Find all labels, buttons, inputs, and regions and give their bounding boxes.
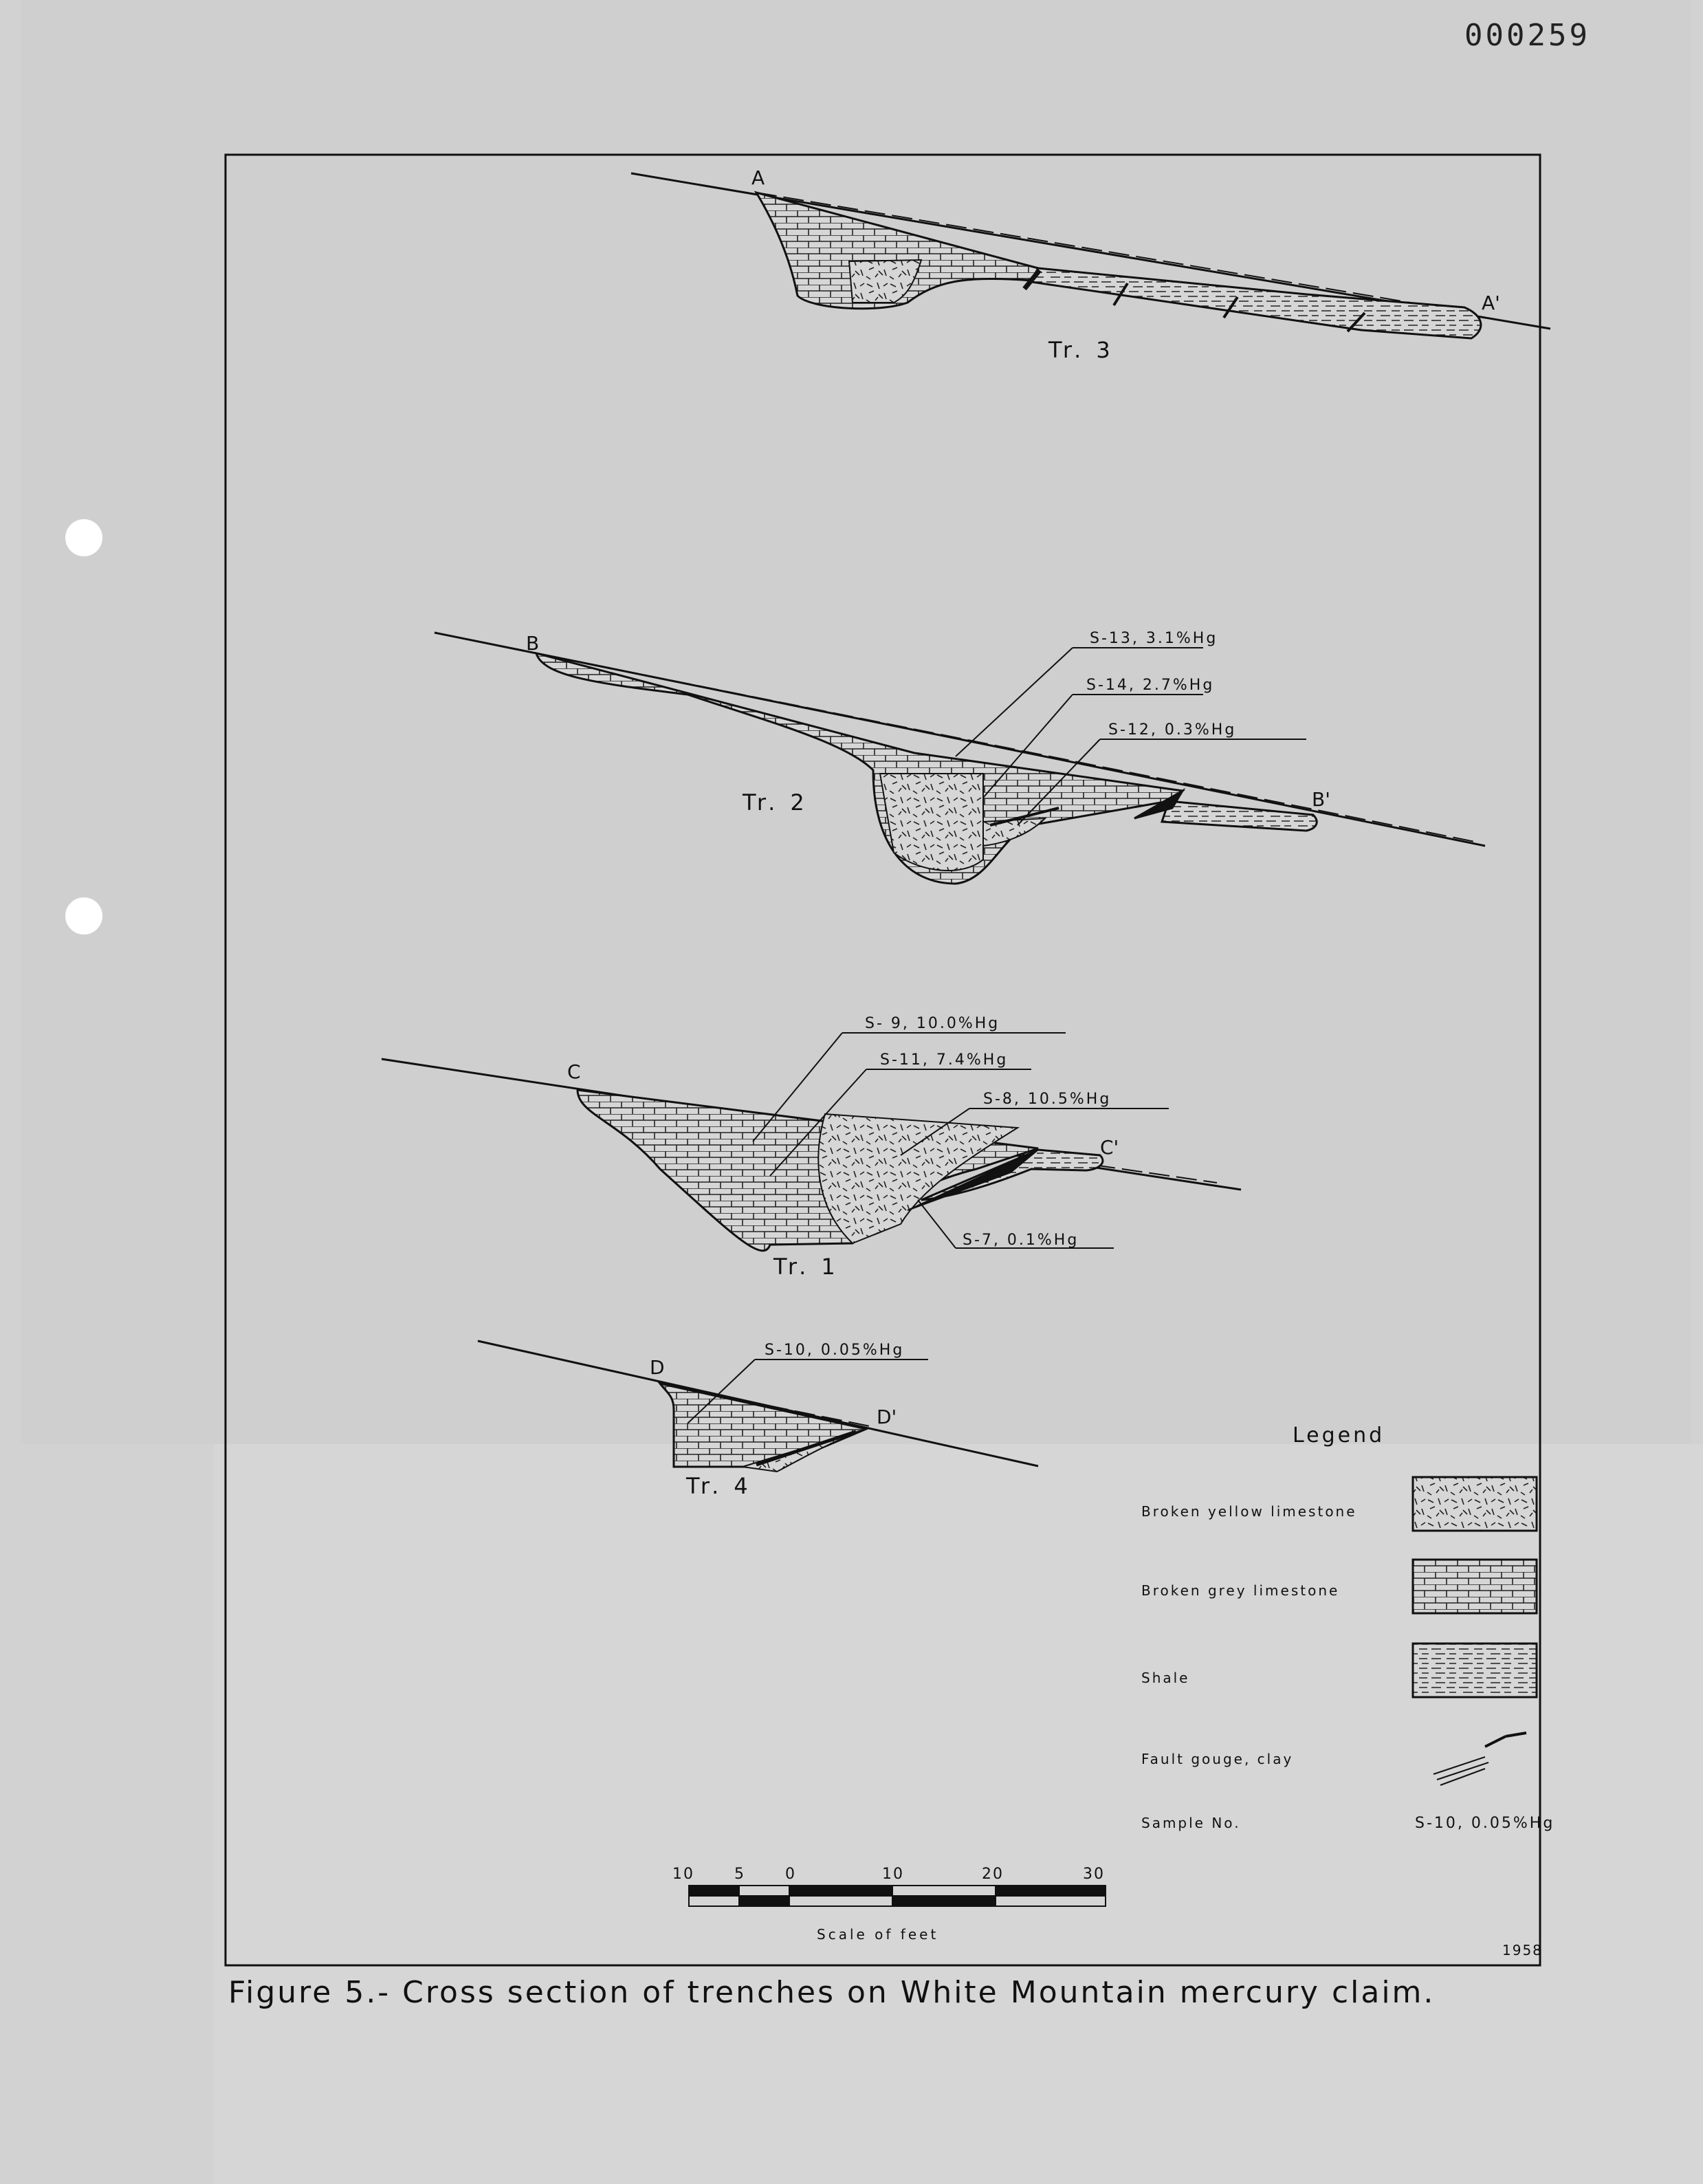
trench-4-section	[478, 1341, 1038, 1499]
yellow-limestone-area	[880, 774, 983, 871]
legend-swatch-yellow-limestone	[1413, 1477, 1537, 1531]
legend-swatch-grey-limestone	[1413, 1560, 1537, 1613]
tr4-name: Tr. 4	[686, 1473, 752, 1499]
sample-label: S- 9, 10.0%Hg	[865, 1015, 1000, 1032]
tr2-end-label: B'	[1312, 788, 1330, 811]
sample-label: S-7, 0.1%Hg	[963, 1232, 1079, 1249]
sample-label: S-14, 2.7%Hg	[1086, 677, 1215, 694]
yellow-limestone-area	[983, 818, 1045, 846]
tr3-end-label: A'	[1482, 292, 1500, 314]
tr4-start-label: D	[650, 1356, 665, 1379]
legend-label: Broken yellow limestone	[1141, 1503, 1357, 1520]
scale-label: Scale of feet	[817, 1926, 939, 1943]
document-number: 000259	[1464, 18, 1590, 53]
drawing-year: 1958	[1502, 1942, 1543, 1958]
tr1-end-label: C'	[1100, 1136, 1119, 1159]
scale-tick-label: 10	[672, 1866, 694, 1883]
sample-label: S-13, 3.1%Hg	[1090, 630, 1218, 647]
legend-label: Shale	[1141, 1670, 1190, 1686]
sample-label: S-10, 0.05%Hg	[765, 1342, 905, 1359]
legend-label: Fault gouge, clay	[1141, 1751, 1294, 1767]
scale-bar	[672, 1866, 1106, 1943]
leader-line	[956, 648, 1073, 756]
trench-3-section	[631, 166, 1550, 363]
tr2-name: Tr. 2	[743, 789, 809, 816]
legend	[1141, 1423, 1554, 1832]
legend-swatch-fault-gouge	[1433, 1733, 1526, 1785]
tr1-start-label: C	[567, 1060, 581, 1083]
sample-label: S-11, 7.4%Hg	[880, 1051, 1009, 1069]
tr1-name: Tr. 1	[773, 1254, 839, 1280]
tr4-end-label: D'	[877, 1406, 897, 1428]
grey-limestone-area	[660, 1384, 866, 1467]
sample-label: S-8, 10.5%Hg	[983, 1091, 1112, 1108]
grey-limestone-area	[536, 653, 1183, 884]
tr2-start-label: B	[526, 632, 540, 655]
legend-label: Sample No.	[1141, 1815, 1241, 1831]
scale-tick-label: 20	[982, 1866, 1004, 1883]
scale-tick-label: 10	[882, 1866, 904, 1883]
tr3-start-label: A	[751, 166, 765, 189]
scale-tick-label: 30	[1083, 1866, 1105, 1883]
legend-swatch-shale	[1413, 1644, 1537, 1697]
grey-limestone-area	[578, 1090, 1038, 1251]
scale-tick-label: 0	[785, 1866, 795, 1883]
scale-tick-label: 5	[734, 1866, 744, 1883]
figure-caption: Figure 5.- Cross section of trenches on White Mountain mercury claim.	[228, 1975, 1436, 2010]
tr3-name: Tr. 3	[1048, 337, 1114, 363]
legend-title: Legend	[1293, 1423, 1385, 1448]
leader-line	[918, 1200, 956, 1248]
trench-1-section	[382, 1015, 1241, 1280]
legend-label: Broken grey limestone	[1141, 1582, 1340, 1599]
legend-sample-example: S-10, 0.05%Hg	[1415, 1815, 1555, 1832]
trench-2-section	[435, 630, 1485, 884]
sample-label: S-12, 0.3%Hg	[1108, 721, 1237, 739]
